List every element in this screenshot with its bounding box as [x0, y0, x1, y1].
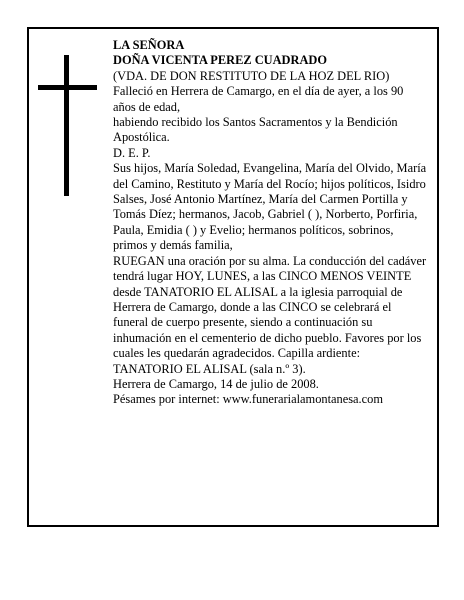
cross-icon-bar	[38, 85, 97, 90]
obituary-text	[113, 38, 429, 408]
sacraments-paragraph: habiendo recibido los Santos Sacramentos y la Bendición Apostólica.	[113, 115, 398, 145]
request-paragraph: RUEGAN una oración por su alma. La conducción del cadáver tendrá lugar HOY, LUNES, a las CINCO MENOS VEINTE desde TANATORIO EL ALISAL a la iglesia parroquial de Herrera de Camargo, donde a las CINCO se celebrará el funeral de cuerpo presente, siendo a continuación su inhumación en el cementerio de dicho pueblo. Favores por los cuales les quedarán agradecidos. Capilla ardiente: TANATORIO EL ALISAL (sala n.º 3).	[113, 253, 427, 376]
rip-line: D. E. P.	[113, 145, 151, 160]
cross-icon	[64, 55, 69, 196]
family-paragraph: Sus hijos, María Soledad, Evangelina, María del Olvido, María del Camino, Restituto y María del Rocío; hijos políticos, Isidro Salses, José Antonio Martínez, María del Carmen Portilla y Tomás Díez; hermanos, Jacob, Gabriel ( ), Norberto, Porfiria, Paula, Emidia ( ) y Evelio; hermanos políticos, sobrinos, primos y demás familia,	[113, 161, 427, 253]
condolences-line: Pésames por internet: www.funerarialamontanesa.com	[113, 392, 383, 407]
deceased-name: DOÑA VICENTA PEREZ CUADRADO	[113, 53, 327, 68]
title-line: LA SEÑORA	[113, 38, 185, 52]
widow-of-line: (VDA. DE DON RESTITUTO DE LA HOZ DEL RIO)	[113, 68, 390, 83]
death-paragraph: Falleció en Herrera de Camargo, en el día de ayer, a los 90 años de edad,	[113, 84, 404, 114]
place-date-line: Herrera de Camargo, 14 de julio de 2008.	[113, 376, 319, 391]
